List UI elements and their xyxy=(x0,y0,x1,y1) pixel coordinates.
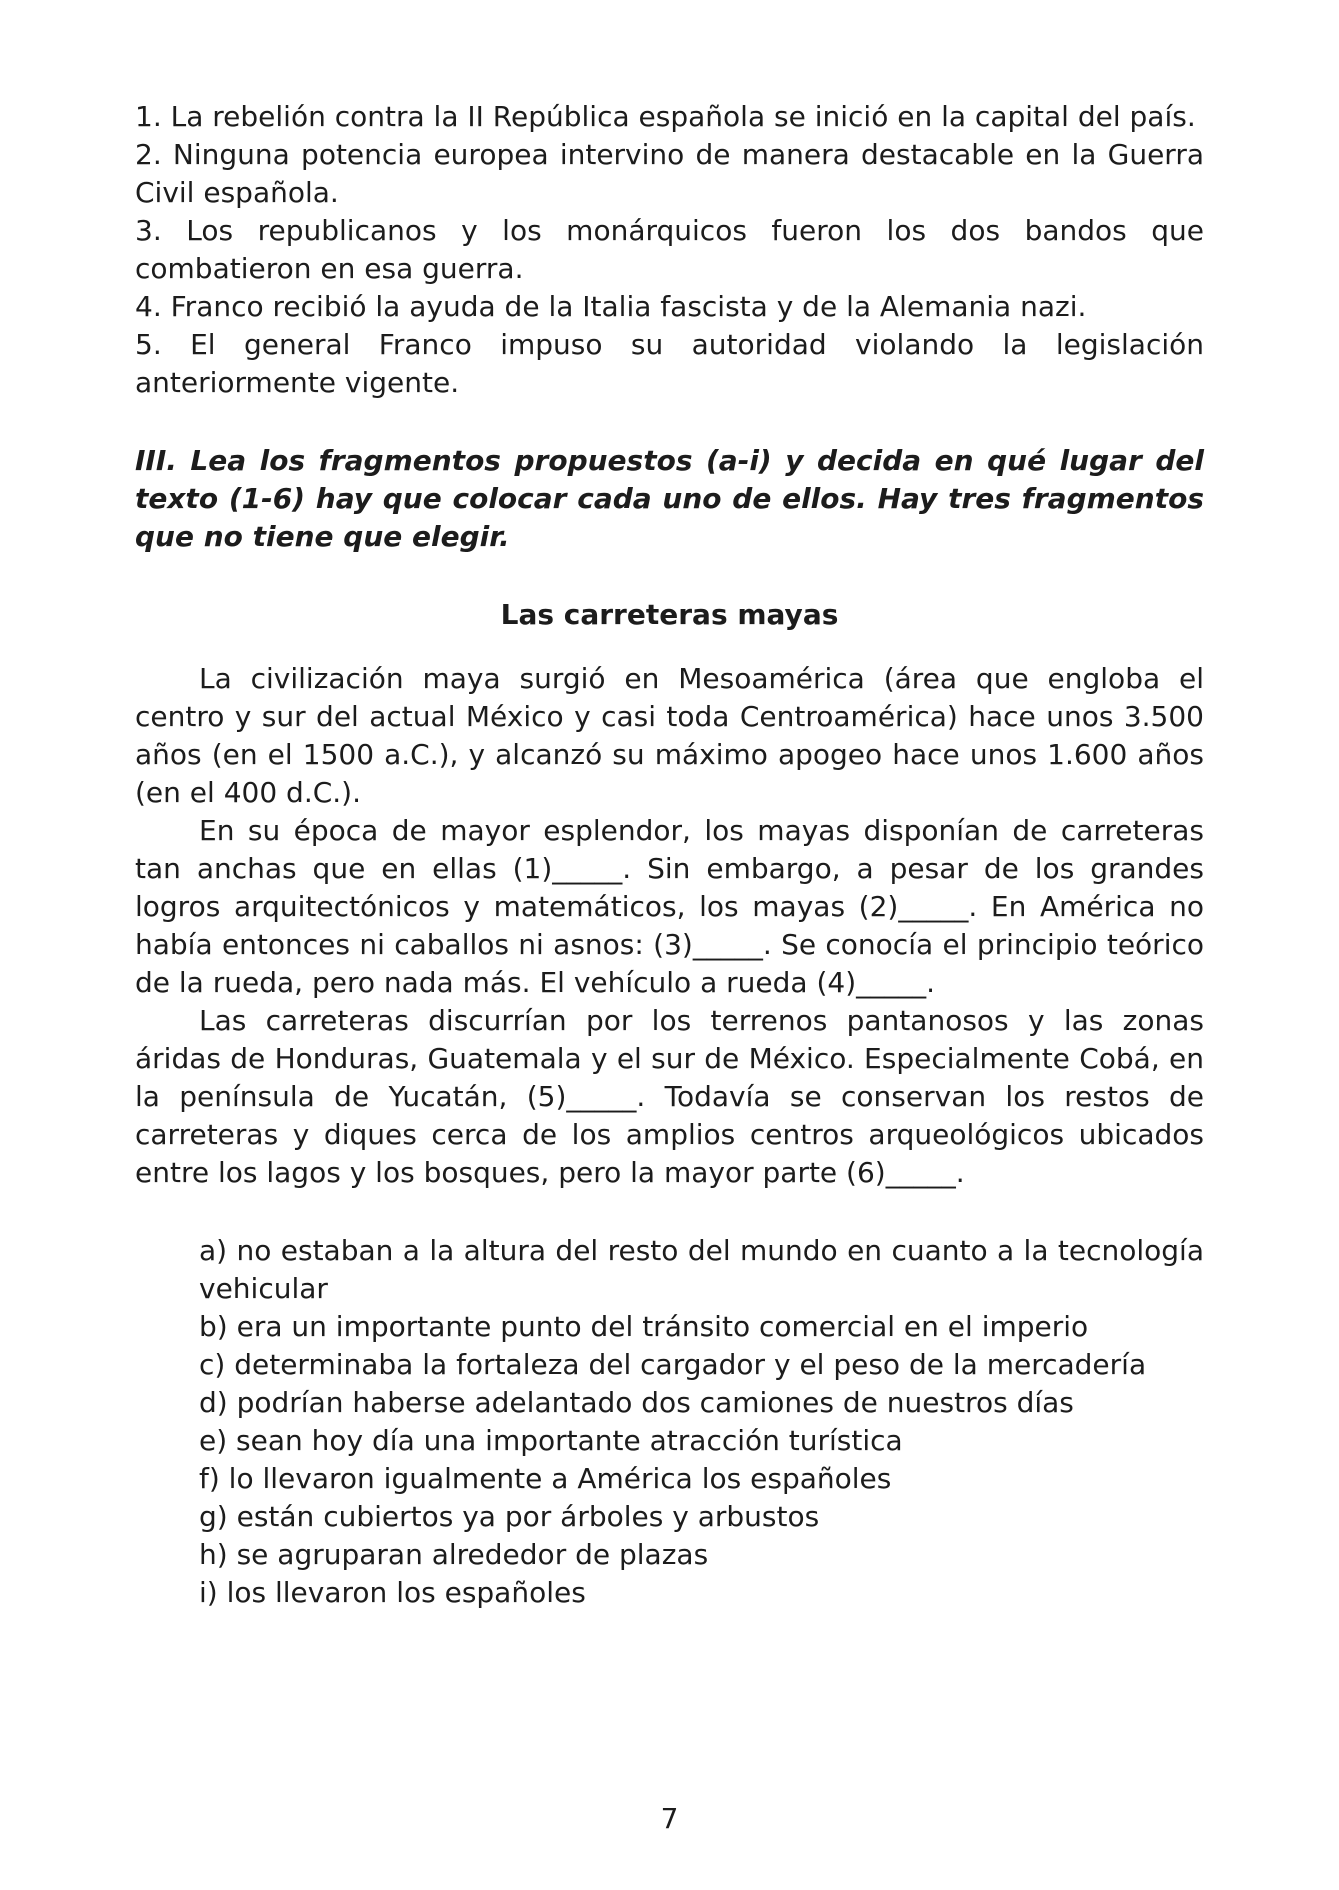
statement-item: 4. Franco recibió la ayuda de la Italia fascista y de la Alemania nazi. xyxy=(135,290,1087,323)
reading-paragraph: Las carreteras discurrían por los terrenos pantanosos y las zonas áridas de Honduras, Guatemala y el sur de México. Especialmente Cobá, en la península de Yucatán, (5)_____. Todavía se conservan los restos de carreteras y diques cerca de los amplios centros arqueológicos ubicados entre los lagos y los bosques, pero la mayor parte (6)_____. xyxy=(135,1004,1204,1189)
reading-paragraph: La civilización maya surgió en Mesoamérica (área que engloba el centro y sur del actual México y casi toda Centroamérica) hace unos 3.500 años (en el 1500 a.C.), y alcanzó su máximo apogeo hace unos 1.600 años (en el 400 d.C.). xyxy=(135,662,1204,809)
fragment-option: a) no estaban a la altura del resto del mundo en cuanto a la tecnología vehicular xyxy=(199,1234,1204,1305)
fragment-options-list xyxy=(199,1232,1204,1612)
fragment-option: d) podrían haberse adelantado dos camiones de nuestros días xyxy=(199,1386,1074,1419)
statement-item: 3. Los republicanos y los monárquicos fueron los dos bandos que combatieron en esa guerra. xyxy=(135,214,1204,285)
statement-item: 2. Ninguna potencia europea intervino de manera destacable en la Guerra Civil española. xyxy=(135,138,1204,209)
fragment-option: g) están cubiertos ya por árboles y arbustos xyxy=(199,1500,820,1533)
fragment-option: f) lo llevaron igualmente a América los españoles xyxy=(199,1462,892,1495)
reading-title: Las carreteras mayas xyxy=(500,598,839,631)
reading-paragraph: En su época de mayor esplendor, los mayas disponían de carreteras tan anchas que en ellas (1)_____. Sin embargo, a pesar de los grandes logros arquitectónicos y matemáticos, los mayas (2)_____. En América no había entonces ni caballos ni asnos: (3)_____. Se conocía el principio teórico de la rueda, pero nada más. El vehículo a rueda (4)_____. xyxy=(135,814,1204,999)
fragment-option: e) sean hoy día una importante atracción turística xyxy=(199,1424,903,1457)
fragment-option: c) determinaba la fortaleza del cargador y el peso de la mercadería xyxy=(199,1348,1147,1381)
fragment-option: i) los llevaron los españoles xyxy=(199,1576,586,1609)
fragment-option: b) era un importante punto del tránsito comercial en el imperio xyxy=(199,1310,1089,1343)
statement-item: 5. El general Franco impuso su autoridad violando la legislación anteriormente vigente. xyxy=(135,328,1204,399)
fragment-option: h) se agruparan alrededor de plazas xyxy=(199,1538,709,1571)
page-number: 7 xyxy=(660,1802,679,1835)
statement-item: 1. La rebelión contra la II República española se inició en la capital del país. xyxy=(135,100,1196,133)
exercise-iii-instruction: III. Lea los fragmentos propuestos (a-i) y decida en qué lugar del texto (1-6) hay que colocar cada uno de ellos. Hay tres fragmentos que no tiene que elegir. xyxy=(135,444,1204,553)
